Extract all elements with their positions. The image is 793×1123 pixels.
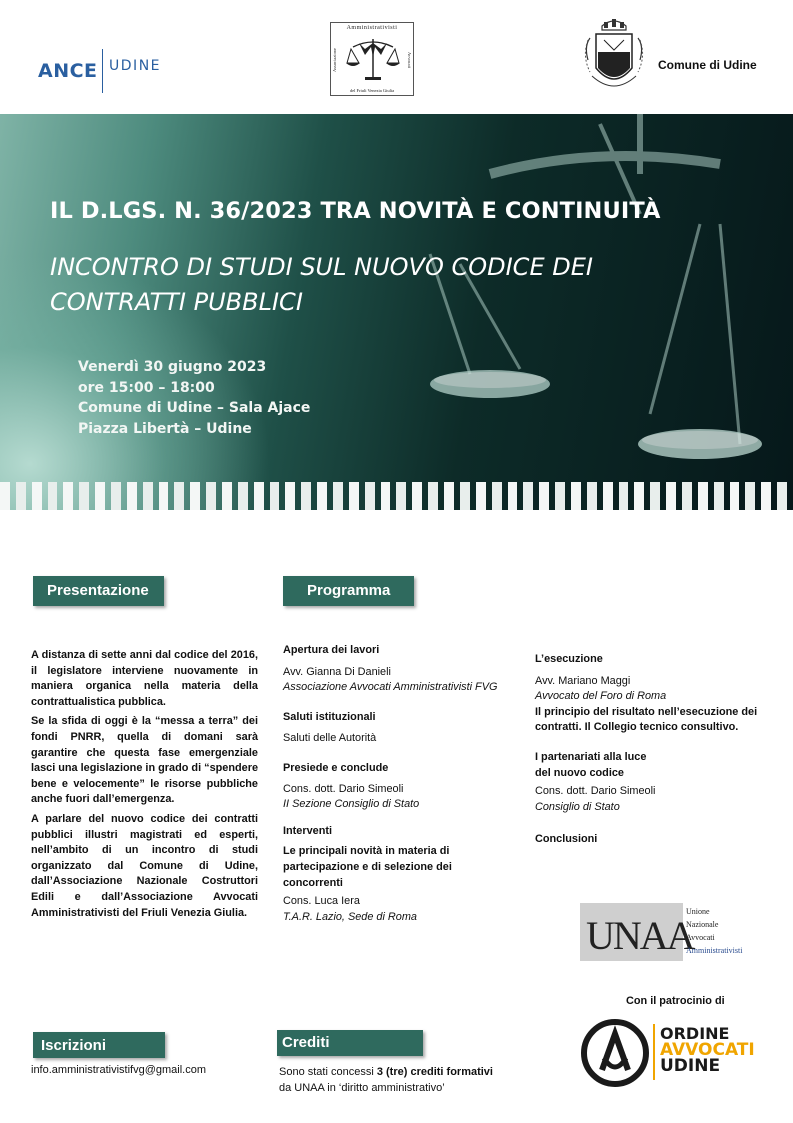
programma-column-2 [535,652,785,848]
section-header-iscrizioni: Iscrizioni [33,1032,165,1058]
program-speaker: Cons. dott. Dario Simeoli [535,785,656,798]
program-speaker: Cons. Luca Iera [283,895,360,908]
program-org: Avvocato del Foro di Roma [535,690,667,703]
unaa-line: Nazionale [686,920,719,929]
event-subtitle-line1: INCONTRO DI STUDI SUL NUOVO CODICE DEI [50,253,593,281]
program-heading-esecuzione: L’esecuzione [535,653,603,665]
program-org: Associazione Avvocati Amministrativisti FVG [283,681,498,694]
association-logo-bottom: del Friuli Venezia Giulia [349,88,395,93]
association-logo-right: Avvocati [407,51,412,69]
section-header-presentazione: Presentazione [33,576,164,606]
ordine-line-1: ORDINE [660,1024,730,1043]
program-heading-partenariati-line2: del nuovo codice [535,766,624,779]
udine-crest-icon [582,16,646,96]
program-speaker: Cons. dott. Dario Simeoli [283,782,404,795]
unaa-line: Amministrativisti [686,946,743,955]
program-org: II Sezione Consiglio di Stato [283,798,420,811]
ordine-avvocati-text [660,1026,755,1074]
section-header-crediti: Crediti [277,1030,423,1056]
ordine-line-2: AVVOCATI [660,1040,755,1060]
association-logo-top: Amministrativisti [346,25,398,31]
ordine-avvocati-icon [580,1018,650,1088]
ance-logo-name: ANCE [38,60,98,82]
program-talk-title-line: contratti. Il Collegio tecnico consultivo. [535,721,739,734]
presentazione-paragraph-1: A distanza di sette anni dal codice del 2016, il legislatore interviene nuovamente in maniera organica nella materia della contrattualistica pubblica. [31,649,258,708]
section-header-programma: Programma [283,576,414,606]
patrocinio-label: Con il patrocinio di [626,995,725,1007]
program-speaker: Avv. Gianna Di Danieli [283,665,391,678]
presentazione-paragraph-2: Se la sfida di oggi è la “messa a terra” dei fondi PNRR, quella di domani sarà garantire che questa fase emergenziale lasci una legislazione in grado di “spendere bene e velocemente” le risorse pubbliche anche fuori dall’emergenza. [31,715,258,806]
program-speaker: Avv. Mariano Maggi [535,674,631,687]
event-venue: Comune di Udine – Sala Ajace [78,400,311,416]
program-heading-conclusioni: Conclusioni [535,833,598,846]
program-heading-apertura: Apertura dei lavori [283,644,380,656]
unaa-logo-mark: UNAA [586,913,694,958]
crediti-pre: Sono stati concessi [279,1066,377,1078]
crediti-text [279,1064,493,1096]
program-talk-title-line: Le principali novità in materia di [283,845,450,858]
presentazione-text [31,648,258,925]
event-subtitle [50,250,750,320]
program-org: Consiglio di Stato [535,800,620,813]
event-time: ore 15:00 – 18:00 [78,379,215,396]
program-heading-interventi: Interventi [283,824,333,837]
unaa-line: Unione [686,907,710,916]
ordine-divider [653,1024,655,1080]
event-address: Piazza Libertà – Udine [78,420,252,437]
program-org: T.A.R. Lazio, Sede di Roma [283,910,417,923]
association-logo [330,22,414,96]
scales-eagle-icon [343,35,403,85]
event-subtitle-line2: CONTRATTI PUBBLICI [50,288,303,316]
ance-logo-separator [102,49,104,93]
programma-column-1 [283,643,498,925]
program-talk-title-line: partecipazione e di selezione dei [283,860,452,873]
event-date: Venerdì 30 giugno 2023 [78,359,267,375]
program-talk-title-line: Il principio del risultato nell’esecuzione dei [535,705,758,718]
comune-label: Comune di Udine [658,58,757,72]
ance-logo-city: UDINE [109,58,162,74]
ordine-line-3: UDINE [660,1056,721,1076]
association-logo-left: Associazione [332,48,337,72]
event-info [78,357,310,439]
program-talk-title-line: concorrenti [283,876,343,889]
program-text: Saluti delle Autorità [283,732,377,745]
unaa-logo-text [686,905,742,957]
event-title: IL D.LGS. N. 36/2023 TRA NOVITÀ E CONTINUITÀ [50,198,661,224]
program-heading-saluti: Saluti istituzionali [283,710,376,723]
unaa-logo [580,903,694,961]
iscrizioni-email[interactable]: info.amministrativistifvg@gmail.com [31,1064,206,1076]
program-heading-partenariati: I partenariati alla luce [535,750,647,763]
ance-udine-logo [38,48,161,94]
presentazione-paragraph-3: A parlare del nuovo codice dei contratti pubblici illustri magistrati ed esperti, nell’ambito di un incontro di studi organizzato dal Comune di Udine, dall’Associazione Nazionale Costruttori Edili e dall’Associazione Avvocati Amministrativisti del Friuli Venezia Giulia. [31,812,258,919]
banner-stripe [0,482,793,510]
unaa-line: Avvocati [686,933,715,942]
crediti-post: da UNAA in ‘diritto amministrativo’ [279,1082,445,1094]
hero-banner [0,114,793,510]
crediti-bold: 3 (tre) crediti formativi [376,1066,493,1078]
program-heading-presiede: Presiede e conclude [283,761,389,774]
